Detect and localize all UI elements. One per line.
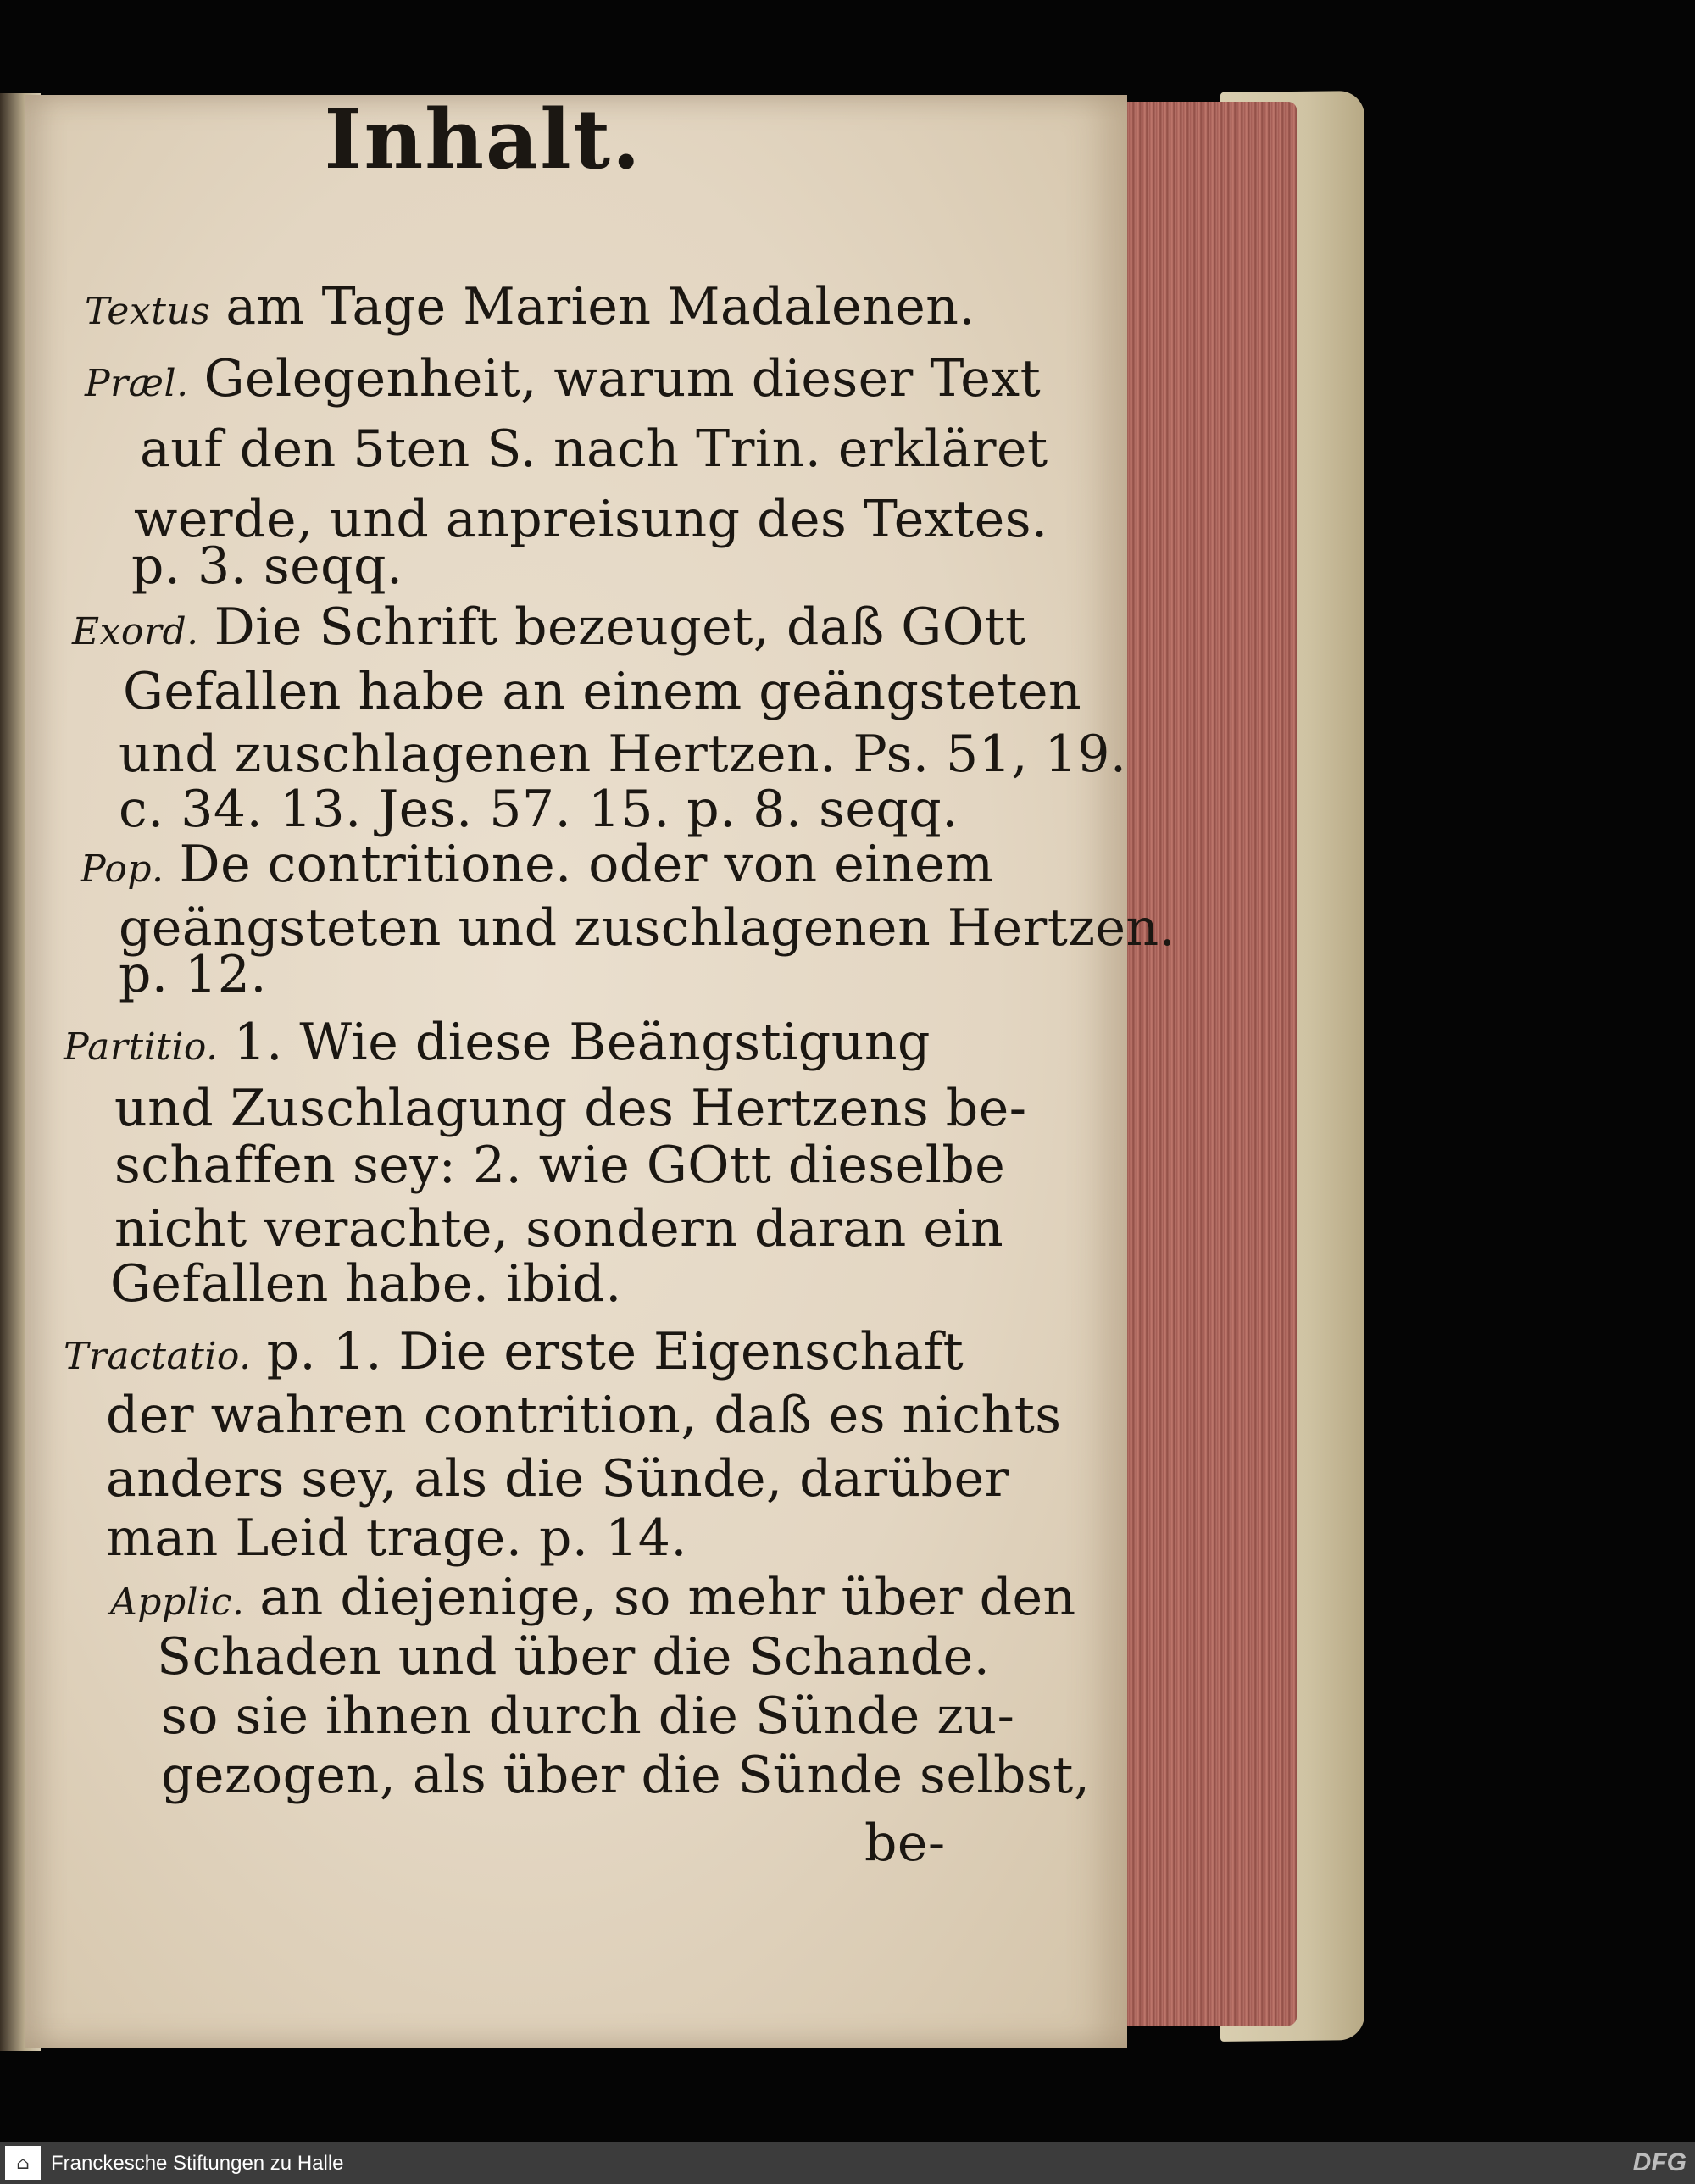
text-line: Exord. Die Schrift bezeuget, daß GOtt [72,597,1026,657]
text-line: schaffen sey: 2. wie GOtt dieselbe [114,1136,1006,1195]
text-line: auf den 5ten S. nach Trin. erkläret [140,420,1048,479]
text-line: Schaden und über die Schande. [157,1627,991,1687]
section-label: Pop. [81,847,164,891]
funder-logo: DFG [1632,2148,1687,2176]
text-line: Gefallen habe. ibid. [110,1254,622,1314]
footer-bar [0,2142,1695,2184]
text-line: der wahren contrition, daß es nichts [106,1386,1062,1445]
page-edges [1102,102,1297,2026]
text-line: p. 3. seqq. [131,536,403,596]
text-line: werde, und anpreisung des Textes. [134,490,1048,549]
section-label: Partitio. [64,1025,219,1069]
text-line: nicht verachte, sondern daran ein [114,1199,1004,1259]
page-text [25,0,1176,1953]
section-label: Textus [85,290,211,333]
text-line: so sie ihnen durch die Sünde zu- [161,1687,1015,1746]
section-label: Tractatio. [64,1335,252,1378]
text-line: c. 34. 13. Jes. 57. 15. p. 8. seqq. [119,780,959,839]
text-line: Partitio. 1. Wie diese Beängstigung [64,1013,931,1072]
section-label: Præl. [85,362,189,405]
text-line: gezogen, als über die Sünde selbst, [161,1746,1091,1805]
text-line: Tractatio. p. 1. Die erste Eigenschaft [64,1322,964,1381]
text-line: be- [864,1814,946,1873]
text-line: und zuschlagenen Hertzen. Ps. 51, 19. [119,725,1127,784]
text-line: geängsteten und zuschlagenen Hertzen. [119,898,1176,958]
text-line: man Leid trage. p. 14. [106,1509,687,1568]
text-line: Gefallen habe an einem geängsteten [123,662,1082,721]
text-line: Præl. Gelegenheit, warum dieser Text [85,349,1042,408]
text-line: Textus am Tage Marien Madalenen. [85,277,975,336]
section-label: Exord. [72,610,199,653]
text-line: p. 12. [119,945,267,1004]
text-line: anders sey, als die Sünde, darüber [106,1449,1009,1509]
institution-logo-icon: ⌂ [5,2146,41,2180]
text-line: Applic. an diejenige, so mehr über den [110,1568,1076,1627]
institution-name: Franckesche Stiftungen zu Halle [51,2152,344,2175]
page-heading: Inhalt. [324,92,642,187]
text-line: und Zuschlagung des Hertzens be- [114,1079,1027,1138]
section-label: Applic. [110,1581,245,1624]
text-line: Pop. De contritione. oder von einem [81,835,994,894]
